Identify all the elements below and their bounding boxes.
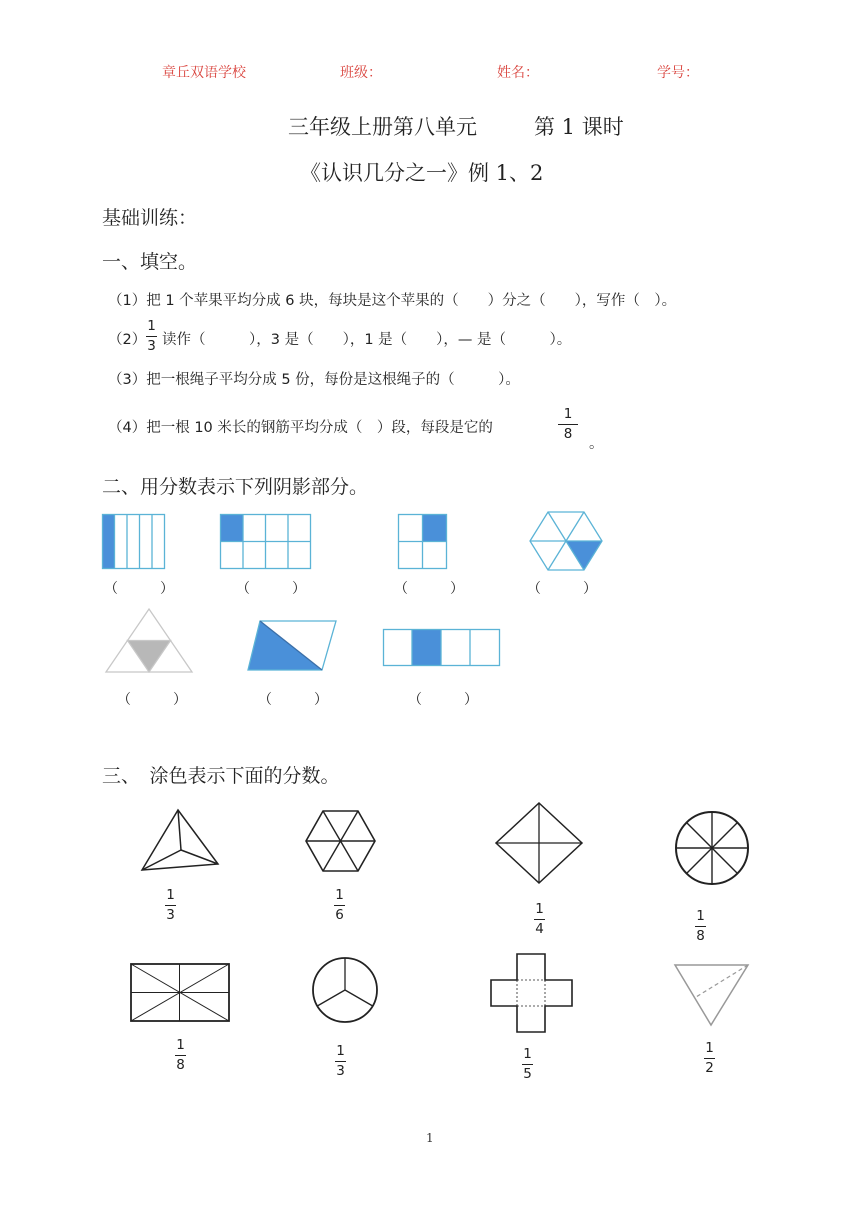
fraction-denominator: 3 bbox=[166, 907, 175, 923]
answer-blank[interactable]: （ ） bbox=[236, 581, 306, 597]
figure-grid-1of4 bbox=[398, 514, 448, 570]
figure-columns-1of5 bbox=[102, 514, 166, 570]
title-unit: 三年级上册第八单元 bbox=[288, 115, 477, 139]
shape-diamond-four-parts[interactable] bbox=[495, 802, 583, 884]
fraction-label bbox=[534, 901, 545, 937]
title-lesson: 第 1 课时 bbox=[534, 115, 624, 139]
figure-hexagon-1of6 bbox=[530, 512, 602, 572]
page-number: 1 bbox=[426, 1131, 434, 1145]
fraction-numerator: 1 bbox=[705, 1040, 714, 1056]
shape-cross-five-parts[interactable] bbox=[490, 953, 574, 1033]
fraction-numerator: 1 bbox=[563, 406, 573, 422]
fraction-denominator: 3 bbox=[336, 1063, 345, 1079]
fraction-denominator: 8 bbox=[696, 928, 705, 944]
fraction-numerator: 1 bbox=[147, 318, 156, 334]
fraction-denominator: 2 bbox=[705, 1060, 714, 1076]
fraction-denominator: 8 bbox=[176, 1057, 185, 1073]
question-2-text: 读作（ ），3 是（ ），1 是（ ），— 是（ ）。 bbox=[162, 332, 572, 348]
question-4-end: 。 bbox=[589, 436, 604, 452]
section3-heading: 三、 涂色表示下面的分数。 bbox=[102, 765, 340, 787]
question-4-fraction bbox=[558, 406, 578, 442]
shape-triangle-three-parts[interactable] bbox=[140, 808, 220, 872]
question-4-text: （4）把一根 10 米长的钢筋平均分成（ ）段，每段是它的 bbox=[108, 420, 493, 436]
fraction-label bbox=[335, 1043, 346, 1079]
question-3: （3）把一根绳子平均分成 5 份，每份是这根绳子的（ ）。 bbox=[108, 372, 520, 388]
name-label: 姓名： bbox=[497, 65, 539, 81]
fraction-numerator: 1 bbox=[535, 901, 544, 917]
fraction-numerator: 1 bbox=[696, 908, 705, 924]
fraction-denominator: 5 bbox=[523, 1066, 532, 1082]
answer-blank[interactable]: （ ） bbox=[408, 692, 478, 708]
student-id-label: 学号： bbox=[657, 65, 699, 81]
fraction-numerator: 1 bbox=[176, 1037, 185, 1053]
fraction-label bbox=[175, 1037, 186, 1073]
class-label: 班级： bbox=[340, 65, 382, 81]
shape-circle-eight-parts[interactable] bbox=[674, 810, 750, 886]
shape-circle-three-parts[interactable] bbox=[311, 956, 379, 1024]
question-2-fraction bbox=[146, 318, 157, 354]
shape-rectangle-eight-parts[interactable] bbox=[130, 963, 230, 1023]
fraction-numerator: 1 bbox=[335, 887, 344, 903]
figure-strip-1of4 bbox=[383, 629, 501, 667]
question-1: （1）把 1 个苹果平均分成 6 块，每块是这个苹果的（ ）分之（ ），写作（ ）。 bbox=[108, 293, 677, 309]
section1-heading: 一、填空。 bbox=[102, 251, 198, 273]
figure-triangle-1of4 bbox=[106, 609, 192, 673]
fraction-denominator: 6 bbox=[335, 907, 344, 923]
fraction-denominator: 4 bbox=[535, 921, 544, 937]
answer-blank[interactable]: （ ） bbox=[104, 581, 174, 597]
answer-blank[interactable]: （ ） bbox=[117, 692, 187, 708]
fraction-label bbox=[334, 887, 345, 923]
fraction-denominator: 8 bbox=[563, 426, 573, 442]
basic-training-heading: 基础训练： bbox=[102, 207, 198, 229]
fraction-numerator: 1 bbox=[523, 1046, 532, 1062]
fraction-label bbox=[695, 908, 706, 944]
fraction-numerator: 1 bbox=[336, 1043, 345, 1059]
shape-triangle-two-parts[interactable] bbox=[674, 963, 750, 1027]
section2-heading: 二、用分数表示下列阴影部分。 bbox=[102, 476, 369, 498]
figure-grid-1of8 bbox=[220, 514, 312, 570]
answer-blank[interactable]: （ ） bbox=[394, 581, 464, 597]
fraction-denominator: 3 bbox=[147, 338, 156, 354]
school-name: 章丘双语学校 bbox=[162, 65, 246, 81]
fraction-label bbox=[704, 1040, 715, 1076]
title-topic: 《认识几分之一》例 1、2 bbox=[300, 161, 544, 185]
answer-blank[interactable]: （ ） bbox=[527, 581, 597, 597]
fraction-label bbox=[165, 887, 176, 923]
figure-parallelogram-1of2 bbox=[246, 620, 338, 672]
question-2-prefix: （2） bbox=[108, 332, 147, 348]
shape-hexagon-six-parts[interactable] bbox=[306, 810, 376, 872]
fraction-numerator: 1 bbox=[166, 887, 175, 903]
answer-blank[interactable]: （ ） bbox=[258, 692, 328, 708]
fraction-label bbox=[522, 1046, 533, 1082]
